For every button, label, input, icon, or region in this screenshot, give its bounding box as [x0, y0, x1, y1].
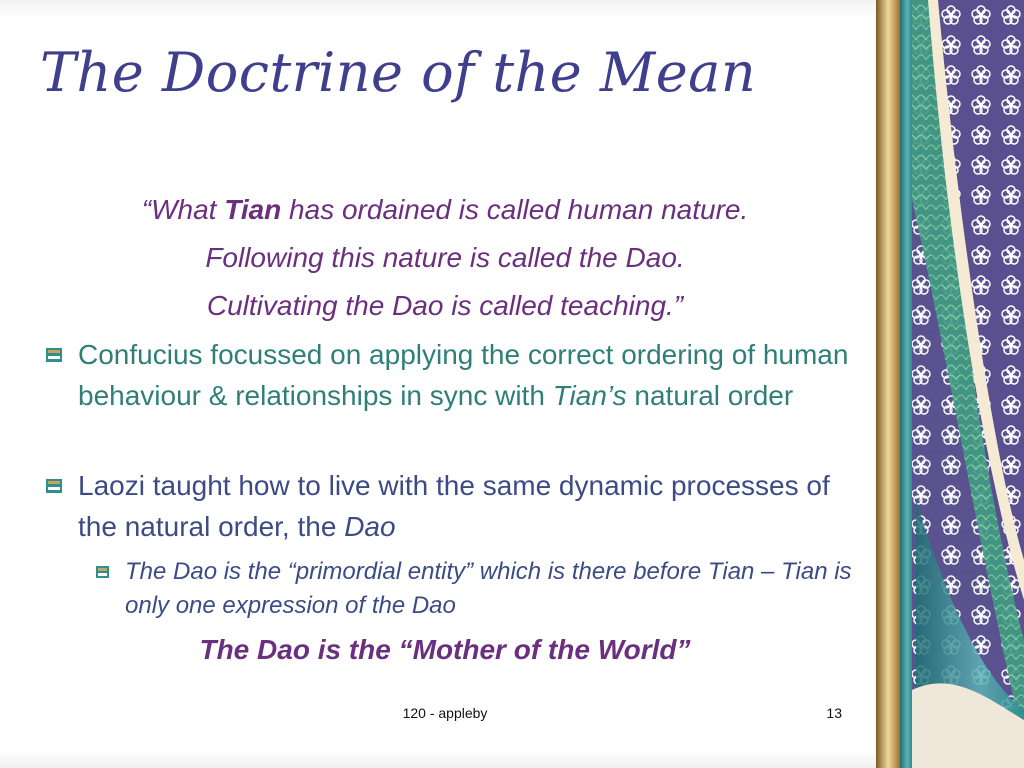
sub-bullet-dao — [125, 555, 855, 623]
quote-line-1-start: “What — [141, 194, 225, 225]
square-bullet-icon — [46, 479, 62, 493]
quote-line-2: Following this nature is called the Dao. — [205, 242, 685, 273]
opening-quote — [20, 186, 870, 330]
quote-line-1 — [20, 186, 870, 234]
bullet-confucius-text: Confucius focussed on applying the correct ordering of human behaviour & relationships in sync with — [78, 339, 849, 411]
bullet-laozi — [78, 465, 868, 547]
slide-title: The Doctrine of the Mean — [40, 41, 757, 104]
quote-tian: Tian — [224, 194, 282, 225]
bullet-confucius-end: natural order — [626, 380, 794, 411]
bullet-confucius — [78, 334, 868, 416]
square-bullet-icon — [96, 566, 109, 578]
quote-line-1-end: has ordained is called human nature. — [281, 194, 749, 225]
bullet-laozi-text: Laozi taught how to live with the same dynamic processes of the natural order, the — [78, 470, 830, 542]
slide-number: 13 — [826, 705, 842, 721]
quote-line-3: Cultivating the Dao is called teaching.” — [206, 290, 684, 321]
conclusion-statement: The Dao is the “Mother of the World” — [199, 634, 691, 665]
sub-bullet-text: The Dao is the “primordial entity” which is there before Tian – Tian is only one expression of the Dao — [125, 558, 852, 619]
slide-footer: 120 - appleby — [402, 705, 488, 721]
decorative-kimono-border — [876, 0, 1024, 768]
square-bullet-icon — [46, 348, 62, 362]
bullet-confucius-emphasis: Tian’s — [552, 380, 627, 411]
bullet-laozi-emphasis: Dao — [344, 511, 396, 542]
